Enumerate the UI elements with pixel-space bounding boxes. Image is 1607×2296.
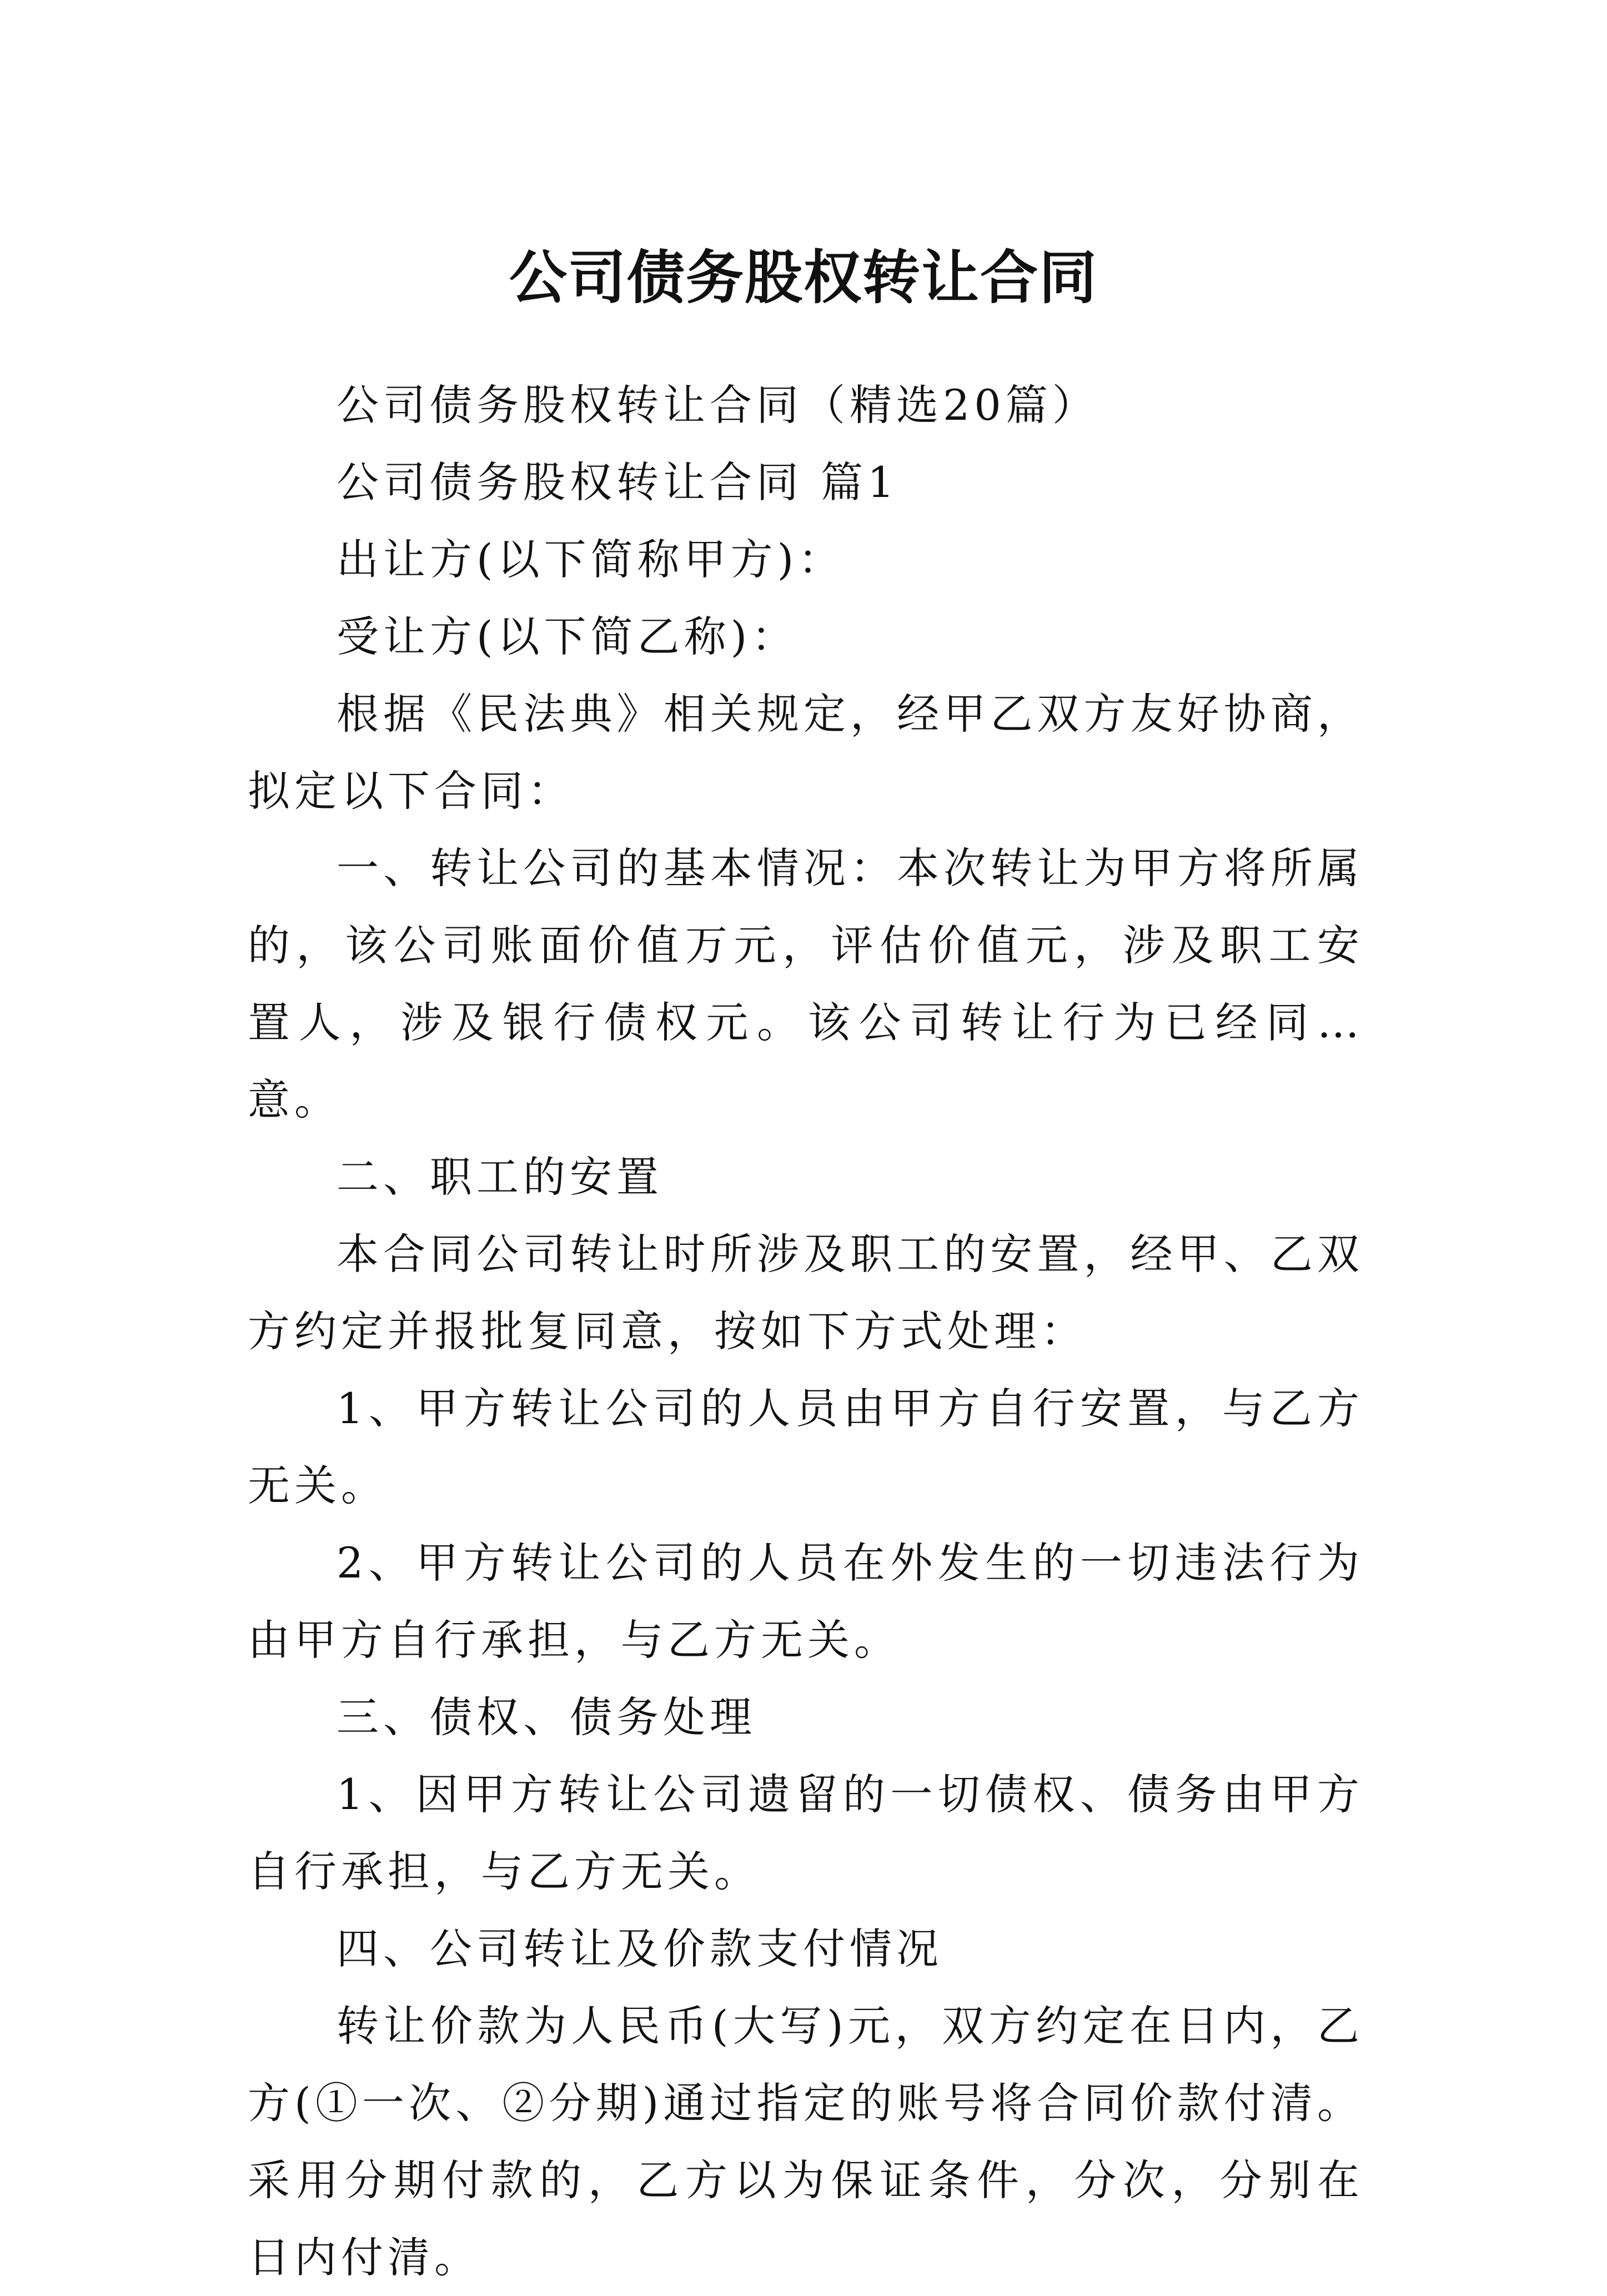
paragraph-section-2-heading: 二、职工的安置 (337, 1152, 663, 1202)
document-title: 公司债务股权转让合同 (509, 243, 1098, 312)
paragraph-section-3-heading: 三、债权、债务处理 (337, 1692, 756, 1742)
paragraph-transferee: 受让方(以下简乙称)： (337, 612, 799, 661)
paragraph-section-3-item-1: 1、因甲方转让公司遗留的一切债权、债务由甲方自行承担，与乙方无关。 (248, 1770, 1364, 1896)
document-body (248, 366, 1364, 2296)
paragraph-subtitle: 公司债务股权转让合同（精选20篇） (337, 380, 1099, 430)
paragraph-section-4-heading: 四、公司转让及价款支付情况 (337, 1924, 943, 1973)
paragraph-preamble: 根据《民法典》相关规定，经甲乙双方友好协商，拟定以下合同： (248, 689, 1364, 816)
paragraph-section-4-payment: 转让价款为人民币(大写)元，双方约定在日内，乙方(①一次、②分期)通过指定的账号将合同价款付清。采用分期付款的，乙方以为保证条件，分次，分别在日内付清。 (248, 2001, 1364, 2282)
paragraph-section-1: 一、转让公司的基本情况：本次转让为甲方将所属的，该公司账面价值万元，评估价值元，涉及职工安置人，涉及银行债权元。该公司转让行为已经同…意。 (248, 843, 1364, 1124)
paragraph-chapter-heading: 公司债务股权转让合同 篇1 (337, 458, 899, 507)
paragraph-transferor: 出让方(以下简称甲方)： (337, 535, 845, 584)
paragraph-section-2-item-2: 2、甲方转让公司的人员在外发生的一切违法行为由甲方自行承担，与乙方无关。 (248, 1538, 1364, 1665)
paragraph-section-2-item-1: 1、甲方转让公司的人员由甲方自行安置，与乙方无关。 (248, 1384, 1364, 1510)
paragraph-section-2-intro: 本合同公司转让时所涉及职工的安置，经甲、乙双方约定并报批复同意，按如下方式处理： (248, 1229, 1364, 1356)
